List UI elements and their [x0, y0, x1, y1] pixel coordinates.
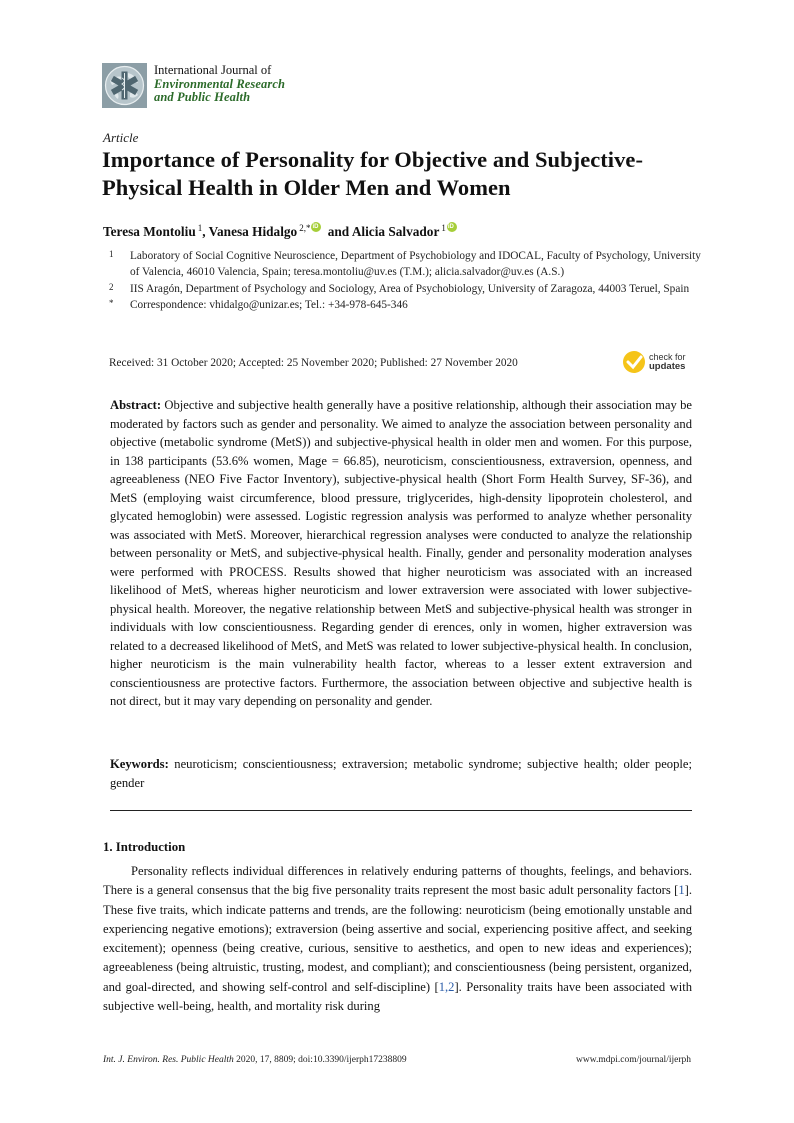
orcid-icon[interactable] — [447, 222, 457, 232]
footer-journal-abbrev: Int. J. Environ. Res. Public Health — [103, 1055, 234, 1065]
section-heading-introduction: 1. Introduction — [103, 840, 186, 854]
footer-doi[interactable]: 2020, 17, 8809; doi:10.3390/ijerph17238809 — [236, 1055, 407, 1065]
footer-journal-url[interactable]: www.mdpi.com/journal/ijerph — [576, 1055, 691, 1065]
orcid-icon[interactable] — [311, 222, 321, 232]
section-divider — [110, 810, 692, 811]
abstract — [110, 396, 692, 711]
abstract-label: Abstract: — [110, 398, 162, 412]
journal-name-line1: International Journal of — [154, 63, 272, 77]
keywords-label: Keywords: — [110, 757, 169, 771]
affiliation-item — [109, 248, 709, 281]
paper-title: Importance of Personality for Objective and Subjective-Physical Health in Older Men and Women — [102, 147, 643, 200]
abstract-text: Objective and subjective health generally have a positive relationship, although their association may be moderated by factors such as gender and personality. We aimed to analyze the association between personality and objective (metabolic syndrome (MetS)) and subjective-physical health in older men and women. For this purpose, in 138 participants (53.6% women, Mage = 66.85), neuroticism, conscientiousness, extraversion, openness, and agreeableness (NEO Five Factor Inventory), subjective-physical health (Short Form Health Survey, SF-36), and MetS (employing waist circumference, blood pressure, triglycerides, high-density lipoprotein cholesterol, and glycated hemoglobin) were assessed. Logistic regression analysis was performed to analyze whether personality was associated with MetS. Moreover, hierarchical regression analyses were conducted to analyze the relationship between personality or MetS, and subjective-physical health. Finally, gender and personality moderation analyses were performed with PROCESS. Results showed that higher neuroticism was associated with an increased likelihood of MetS, whereas higher neuroticism and lower extraversion were associated with lower subjective-physical health. Moreover, the negative relationship between MetS and subjective-physical health was stronger in individuals with low conscientiousness. Regarding gender di erences, only in women, higher extraversion was related to a decreased likelihood of MetS, and MetS was related to lower subjective-physical health. In conclusion, higher neuroticism is the main vulnerability health factor, whereas to a lesser extent extraversion and conscientiousness are protective factors. Furthermore, the association between objective and subjective health is not direct, but it may vary depending on personality and gender. — [110, 398, 692, 708]
citation-link[interactable]: 1,2 — [438, 979, 455, 994]
keywords — [110, 755, 692, 792]
check-for-updates-button[interactable] — [623, 351, 686, 373]
keywords-text: neuroticism; conscientiousness; extraversion; metabolic syndrome; subjective health; older people; gender — [110, 757, 692, 790]
affiliation-item — [109, 281, 709, 297]
introduction-paragraph: Personality reflects individual differences in relatively enduring patterns of thoughts, feelings, and behaviors. There is a general consensus that the big five personality traits represent the most basic adult personality factors [1]. These five traits, which indicate patterns and trends, are the following: neuroticism (being emotionally unstable and experiencing negative emotions); extraversion (being assertive and social, experiencing positive affect, and seeking excitement); openness (being creative, curious, sensitive to aesthetics, and open to new ideas and experiences); agreeableness (being altruistic, trusting, modest, and compliant); and conscientiousness (being persistent, organized, and goal-directed, and showing self-control and self-discipline) [1,2]. Personality traits have been associated with subjective well-being, health, and mortality risk during — [103, 864, 692, 1014]
check-updates-line1: check for — [649, 352, 686, 362]
affiliation-text: IIS Aragón, Department of Psychology and Sociology, Area of Psychobiology, University of Zaragoza, 44003 Teruel, Spain — [130, 282, 690, 295]
author-list: Teresa Montoliu $^1$, Vanesa Hidalgo $^{2,*}$ iD and Alicia Salvador $^1$iD — [103, 222, 460, 240]
author-affil-sup: 2,* — [299, 223, 311, 233]
publication-dates: Received: 31 October 2020; Accepted: 25 November 2020; Published: 27 November 2020 — [109, 357, 518, 369]
check-updates-icon — [623, 351, 645, 373]
journal-header — [102, 63, 285, 108]
affiliation-text: Laboratory of Social Cognitive Neuroscience, Department of Psychobiology and IDOCAL, Faculty of Psychology, University of Valencia, 46010 Valencia, Spain; teresa.montoliu@uv.es (T.M.); alicia.salvador@uv.es (A.S.) — [130, 250, 701, 279]
affiliation-mark: 2 — [109, 281, 114, 292]
affiliations — [109, 248, 709, 313]
author-name[interactable]: Alicia Salvador — [351, 224, 440, 239]
author-name[interactable]: Vanesa Hidalgo — [208, 224, 298, 239]
journal-name-line3: and Public Health — [154, 90, 251, 104]
author-affil-sup: 1 — [441, 223, 446, 233]
check-updates-line2: updates — [649, 361, 686, 372]
article-type: Article — [103, 130, 139, 145]
journal-logo-icon — [102, 63, 147, 108]
author-name[interactable]: Teresa Montoliu — [103, 224, 196, 239]
journal-name-line2: Environmental Research — [154, 76, 286, 91]
affiliation-mark: 1 — [109, 249, 114, 259]
author-affil-sup: 1 — [197, 223, 203, 233]
affiliation-mark: * — [109, 297, 114, 308]
footer-citation — [103, 1055, 407, 1065]
correspondence-text: Correspondence: vhidalgo@unizar.es; Tel.: +34-978-645-346 — [130, 298, 408, 311]
correspondence-item — [109, 297, 709, 313]
citation-link[interactable]: 1 — [678, 883, 685, 898]
